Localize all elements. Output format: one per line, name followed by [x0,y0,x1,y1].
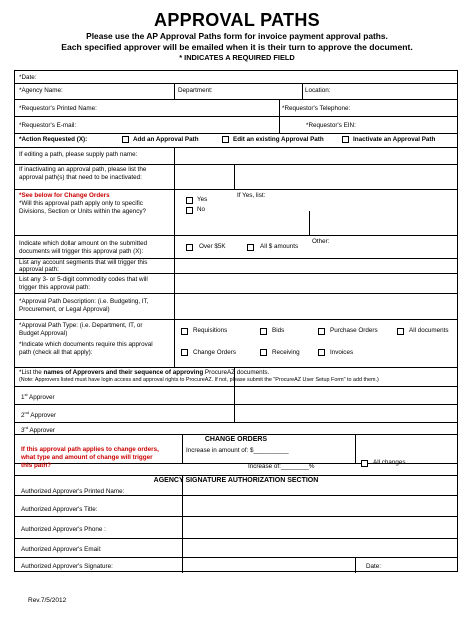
invoices-label: Invoices [330,349,354,356]
signature-heading: AGENCY SIGNATURE AUTHORIZATION SECTION [153,477,319,484]
type-line1: *Approval Path Type: (i.e. Department, IT, or [19,322,143,329]
receiving-label: Receiving [272,349,300,356]
signature-date-label: Date: [366,563,382,570]
if-yes-list-label: If Yes, list: [237,192,266,199]
date-label: *Date: [19,74,37,81]
edit-path-name-label: If editing a path, please supply path name: [19,151,138,158]
change-orders-question-1: If this approval path applies to change orders, [21,446,159,453]
requestor-ein-label: *Requestor's EIN: [306,122,356,129]
no-label: No [197,206,206,213]
specific-divisions-line1: *Will this approval path apply only to specific [19,200,143,207]
dollar-amount-line1: Indicate which dollar amount on the submitted [19,240,148,247]
approvers-intro: *List the names of Approvers and their sequence of approving ProcureAZ documents. [19,369,270,376]
all-changes-checkbox[interactable] [361,460,368,467]
over-5k-checkbox[interactable] [186,244,193,251]
over-5k-label: Over $5K [199,243,226,250]
requestor-email-label: *Requestor's E-mail: [19,122,77,129]
purchase-orders-label: Purchase Orders [330,327,378,334]
documents-line2: path (check all that apply): [19,349,93,356]
commodity-line2: trigger this approval path: [19,284,91,291]
approval-path-form [14,70,458,572]
approvers-note: (Note: Approvers listed must have login access and approval rights to ProcureAZ. If not, please submit the "ProcureAZ User Setup Form" to add them.) [19,377,379,383]
approver-title-label: Authorized Approver's Title: [21,506,98,513]
approver-phone-label: Authorized Approver's Phone : [21,526,106,533]
agency-name-label: *Agency Name: [19,87,63,94]
revision-note: Rev.7/5/2012 [28,597,67,604]
requestor-telephone-label: *Requestor's Telephone: [282,105,351,112]
form-title: APPROVAL PATHS [154,10,320,30]
increase-amount-field[interactable]: Increase in amount of: $__________ [186,447,289,454]
third-approver-label: 3rd Approver [21,425,56,435]
change-orders-label: Change Orders [193,349,237,356]
form-subtitle-2: Each specified approver will be emailed when it is their turn to approve the document. [61,42,413,52]
first-approver-label: 1st Approver [21,392,55,402]
all-documents-checkbox[interactable] [397,328,404,335]
description-line2: Procurement, or Legal Approval) [19,306,110,313]
receiving-checkbox[interactable] [260,349,267,356]
segments-line2: approval path: [19,266,59,273]
type-line2: Budget Approval) [19,330,68,337]
form-subtitle-1: Please use the AP Approval Paths form for invoice payment approval paths. [86,31,388,41]
increase-percent-field[interactable]: Increase of:________% [248,463,315,470]
add-path-checkbox[interactable] [122,136,129,143]
segments-line1: List any account segments that will trigger this [19,259,148,266]
commodity-line1: List any 3- or 5-digit commodity codes that will [19,276,148,283]
change-orders-checkbox[interactable] [181,349,188,356]
inactivate-path-checkbox[interactable] [342,136,349,143]
inactivate-question-line1: If inactivating an approval path, please list the [19,166,147,173]
invoices-checkbox[interactable] [318,349,325,356]
all-amounts-checkbox[interactable] [247,244,254,251]
change-orders-heading: CHANGE ORDERS [204,436,268,443]
bids-label: Bids [272,327,285,334]
edit-path-label: Edit an existing Approval Path [233,136,324,143]
all-documents-label: All documents [409,327,449,334]
requisitions-checkbox[interactable] [181,328,188,335]
approver-printed-name-label: Authorized Approver's Printed Name: [21,488,125,495]
approver-email-label: Authorized Approver's Email: [21,546,102,553]
change-orders-question-2: what type and amount of change will trigger [21,454,153,461]
location-label: Location: [305,87,331,94]
documents-line1: *Indicate which documents require this approval [19,341,153,348]
specific-divisions-line2: Divisions, Section or Units within the agency? [19,208,147,215]
all-changes-label: All changes [373,459,406,466]
bids-checkbox[interactable] [260,328,267,335]
edit-path-checkbox[interactable] [222,136,229,143]
all-amounts-label: All $ amounts [260,243,299,250]
other-amount-label: Other: [312,238,330,245]
inactivate-path-label: Inactivate an Approval Path [353,136,436,143]
second-approver-label: 2nd Approver [21,410,56,420]
description-line1: *Approval Path Description: (i.e. Budgeting, IT, [19,298,149,305]
department-label: Department: [178,87,213,94]
see-below-note: *See below for Change Orders [19,192,110,199]
add-path-label: Add an Approval Path [133,136,199,143]
requisitions-label: Requisitions [193,327,228,334]
requestor-name-label: *Requestor's Printed Name: [19,105,97,112]
purchase-orders-checkbox[interactable] [318,328,325,335]
inactivate-question-line2: approval path(s) that need to be inactivated: [19,174,142,181]
yes-checkbox[interactable] [186,197,193,204]
action-requested-label: *Action Requested (X): [19,136,88,143]
dollar-amount-line2: documents will trigger this approval path (X): [19,248,144,255]
approver-signature-label: Authorized Approver's Signature: [21,563,113,570]
required-note: * INDICATES A REQUIRED FIELD [179,53,295,62]
yes-label: Yes [197,196,208,203]
no-checkbox[interactable] [186,207,193,214]
change-orders-question-3: this path? [21,462,52,469]
